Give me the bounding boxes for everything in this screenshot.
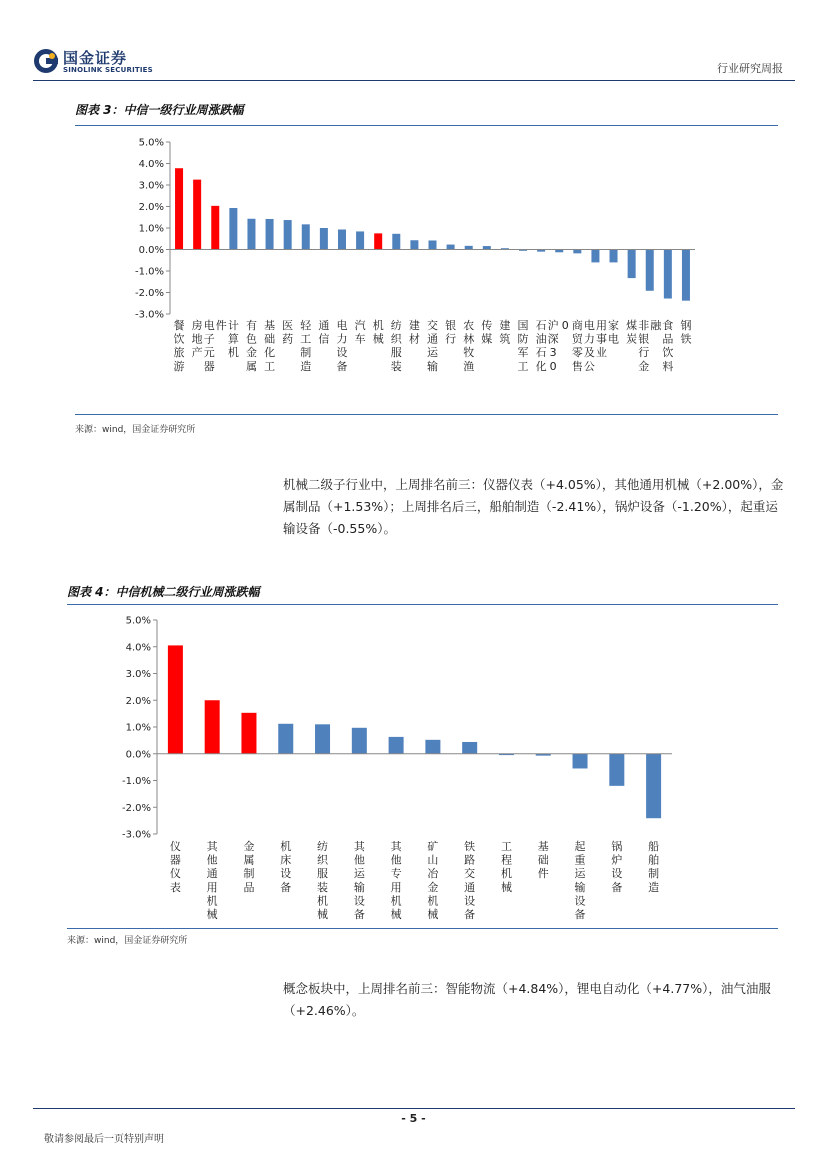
bar: [229, 208, 237, 249]
footer-divider: [33, 1108, 795, 1109]
bar: [205, 700, 220, 754]
figure4-chart: [67, 606, 778, 926]
y-tick-label: 1.0%: [138, 223, 164, 235]
x-tick-label: 电力设备: [336, 319, 348, 373]
logo-text: 国金证券: [63, 49, 128, 67]
x-tick-label: 非银行金融: [638, 319, 662, 373]
page-number: - 5 -: [401, 1112, 426, 1125]
bar: [284, 220, 292, 249]
x-tick-label: 纺织服装机械: [317, 840, 329, 921]
bar: [664, 250, 672, 299]
bar: [193, 180, 201, 250]
x-tick-label: 工程机械: [500, 840, 512, 894]
x-tick-label: 沪深 3 00: [547, 319, 569, 373]
y-tick-label: 1.0%: [125, 722, 151, 734]
bar: [175, 168, 183, 249]
y-tick-label: 5.0%: [138, 137, 164, 149]
x-tick-label: 商贸零售: [571, 319, 583, 373]
logo-subtext: SINOLINK SECURITIES: [63, 66, 153, 74]
y-tick-label: 5.0%: [125, 615, 151, 627]
x-tick-label: 基础件: [537, 840, 549, 881]
bar: [628, 250, 636, 279]
bar: [591, 250, 599, 263]
figure3-chart: [75, 128, 778, 413]
bar: [483, 246, 491, 249]
paragraph-concepts: 概念板块中，上周排名前三：智能物流（+4.84%），锂电自动化（+4.77%），油气油服（+2.46%）。: [283, 981, 771, 1018]
figure4-source: 来源：wind，国金证券研究所: [67, 936, 188, 946]
y-tick-label: -2.0%: [121, 802, 151, 814]
x-tick-label: 其他专用机械: [390, 840, 402, 921]
figure3-title: 图表 3：中信一级行业周涨跌幅: [75, 103, 244, 117]
bar: [573, 250, 581, 254]
bar: [646, 250, 654, 291]
bar: [241, 713, 256, 754]
x-tick-label: 家电: [608, 319, 620, 346]
x-tick-label: 餐饮旅游: [173, 319, 185, 373]
x-tick-label: 有色金属: [245, 319, 257, 373]
x-tick-label: 铁路交通设备: [464, 840, 476, 921]
figure3-top-rule: [75, 125, 778, 126]
y-tick-label: 3.0%: [138, 180, 164, 192]
y-tick-label: 2.0%: [138, 202, 164, 213]
bar: [338, 230, 346, 250]
x-tick-label: 机械: [372, 319, 384, 346]
y-tick-label: -1.0%: [121, 776, 151, 787]
figure3-source: 来源：wind，国金证券研究所: [75, 425, 196, 435]
bar: [462, 742, 477, 754]
y-tick-label: 3.0%: [125, 669, 151, 680]
bar: [247, 219, 255, 250]
bar: [682, 250, 690, 301]
x-tick-label: 银行: [445, 319, 457, 346]
bar: [609, 754, 624, 786]
x-tick-label: 起重运输设备: [574, 840, 586, 921]
paragraph-machinery: 机械二级子行业中，上周排名前三：仪器仪表（+4.05%），其他通用机械（+2.00%），金属制品（+1.53%）；上周排名后三，船舶制造（-2.41%），锅炉设备（-1.20%），起重运输设备（-0.55%）。: [283, 477, 784, 536]
x-tick-label: 仪器仪表: [169, 840, 181, 894]
y-tick-label: -2.0%: [134, 288, 164, 299]
bar: [168, 645, 183, 753]
x-tick-label: 农林牧渔: [463, 319, 475, 373]
y-tick-label: -3.0%: [121, 829, 151, 841]
x-tick-label: 通信: [318, 319, 330, 346]
bar: [392, 234, 400, 250]
bar: [320, 228, 328, 250]
x-tick-label: 国防军工: [517, 319, 529, 373]
x-tick-label: 石油石化: [535, 319, 547, 373]
x-tick-label: 煤炭: [626, 319, 638, 346]
bar: [374, 233, 382, 249]
bar: [352, 728, 367, 754]
bar: [356, 231, 364, 249]
x-tick-label: 矿山冶金机械: [427, 840, 439, 921]
y-tick-label: 0.0%: [138, 245, 164, 256]
x-tick-label: 电子元器件: [203, 319, 227, 373]
bar: [646, 754, 661, 818]
x-tick-label: 基础化工: [264, 319, 276, 373]
bar: [315, 724, 330, 753]
x-tick-label: 金属制品: [243, 840, 255, 894]
x-tick-label: 房地产: [191, 319, 203, 360]
x-tick-label: 机床设备: [280, 840, 292, 894]
bar: [278, 724, 293, 754]
x-tick-label: 医药: [282, 319, 294, 346]
footer-note: 敬请参阅最后一页特别声明: [44, 1134, 164, 1145]
figure4-bottom-rule: [67, 928, 778, 929]
bar: [211, 206, 219, 250]
x-tick-label: 计算机: [227, 319, 239, 360]
x-tick-label: 食品饮料: [662, 319, 674, 373]
x-tick-label: 纺织服装: [390, 319, 402, 373]
header-divider: [33, 80, 795, 81]
bar: [302, 224, 310, 249]
x-tick-label: 船舶制造: [648, 840, 660, 894]
x-tick-label: 其他运输设备: [353, 840, 365, 921]
figure4-top-rule: [67, 604, 778, 605]
bar: [429, 240, 437, 249]
figure4-title: 图表 4：中信机械二级行业周涨跌幅: [67, 585, 260, 599]
x-tick-label: 电力及公用事业: [583, 319, 607, 373]
logo-icon: [33, 48, 59, 74]
y-tick-label: 0.0%: [125, 749, 151, 761]
y-tick-label: -1.0%: [134, 266, 164, 278]
x-tick-label: 交通运输: [427, 319, 438, 373]
x-tick-label: 传媒: [481, 319, 493, 346]
figure3-bottom-rule: [75, 414, 778, 415]
y-tick-label: 4.0%: [125, 642, 151, 654]
x-tick-label: 轻工制造: [300, 319, 312, 373]
x-tick-label: 建材: [408, 319, 420, 346]
bar: [425, 740, 440, 754]
bar: [266, 219, 274, 250]
bar: [465, 246, 473, 250]
x-tick-label: 汽车: [354, 319, 366, 346]
bar: [389, 737, 404, 754]
report-type: 行业研究周报: [717, 62, 783, 75]
x-tick-label: 钢铁: [680, 319, 692, 346]
y-tick-label: 4.0%: [138, 159, 164, 170]
bar: [610, 250, 618, 263]
y-tick-label: -3.0%: [134, 309, 164, 321]
bar: [573, 754, 588, 769]
x-tick-label: 锅炉设备: [611, 840, 623, 894]
x-tick-label: 其他通用机械: [206, 840, 218, 921]
bar: [410, 240, 418, 249]
bar: [447, 245, 455, 250]
y-tick-label: 2.0%: [125, 695, 151, 707]
x-tick-label: 建筑: [499, 319, 511, 346]
